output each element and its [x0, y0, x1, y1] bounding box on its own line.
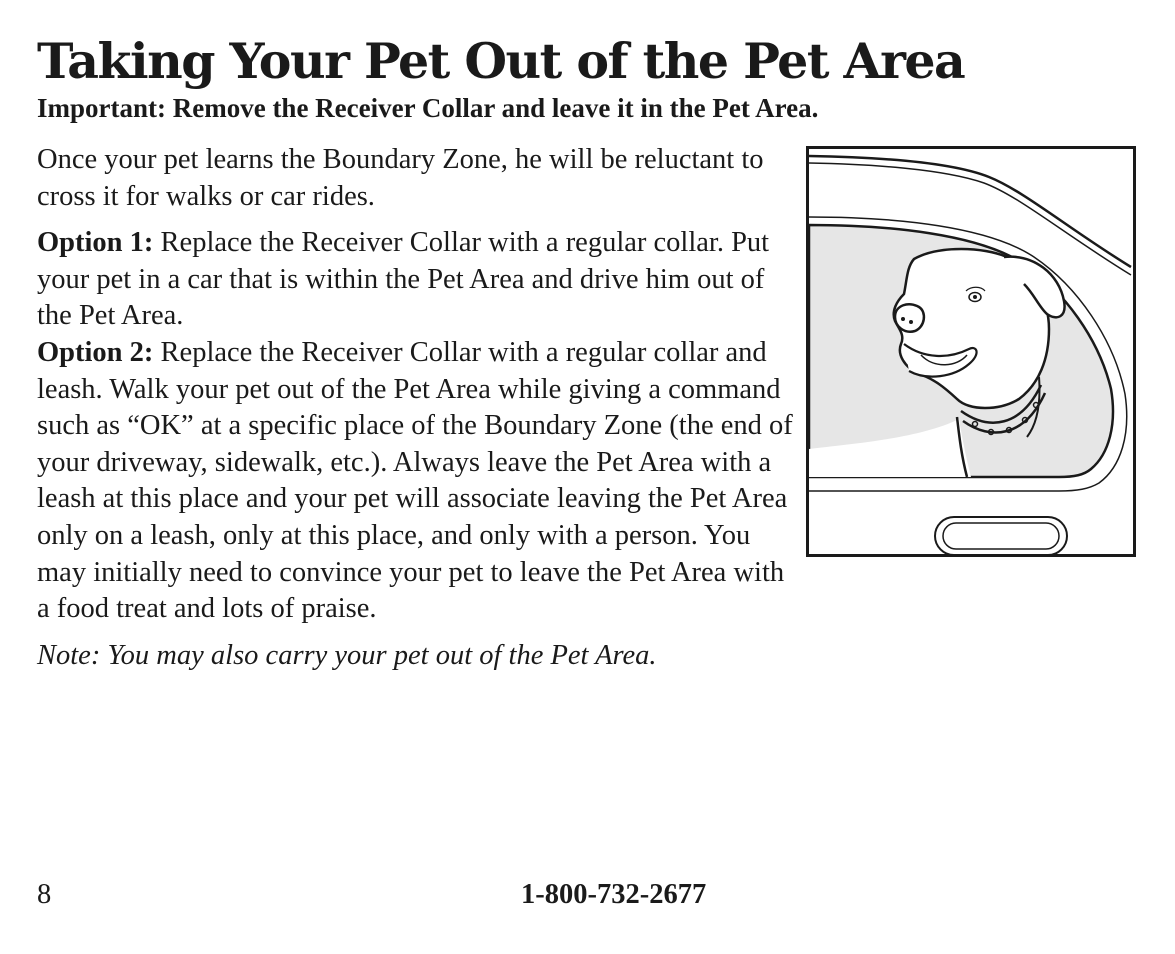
option-1-paragraph: [37, 225, 802, 335]
option-2-paragraph: [37, 335, 802, 628]
important-notice: Important: Remove the Receiver Collar and leave it in the Pet Area.: [37, 93, 819, 123]
option-1-label: Option 1:: [37, 227, 154, 259]
page-number: 8: [37, 879, 52, 910]
note: Note: You may also carry your pet out of the Pet Area.: [37, 639, 657, 671]
intro-paragraph: Once your pet learns the Boundary Zone, he will be reluctant to cross it for walks or car rides.: [37, 144, 764, 212]
option-2-label: Option 2:: [37, 336, 154, 368]
dog-in-car-window-illustration: [806, 146, 1136, 557]
option-2-text: Replace the Receiver Collar with a regular collar and leash. Walk your pet out of the Pet Area while giving a command such as “OK” at a specific place of the Boundary Zone (the end of your driveway, sidewalk, etc.). Always leave the Pet Area with a leash at this place and your pet will associate leaving the Pet Area only on a leash, only at this place, and only with a person. You may initially need to convince your pet to leave the Pet Area with a food treat and lots of praise.: [37, 336, 793, 625]
page-title: Taking Your Pet Out of the Pet Area: [37, 32, 965, 90]
option-1-text: Replace the Receiver Collar with a regular collar. Put your pet in a car that is within the Pet Area and drive him out of the Pet Area.: [37, 227, 770, 332]
phone-number: 1-800-732-2677: [521, 879, 707, 910]
body-text: [37, 142, 802, 674]
